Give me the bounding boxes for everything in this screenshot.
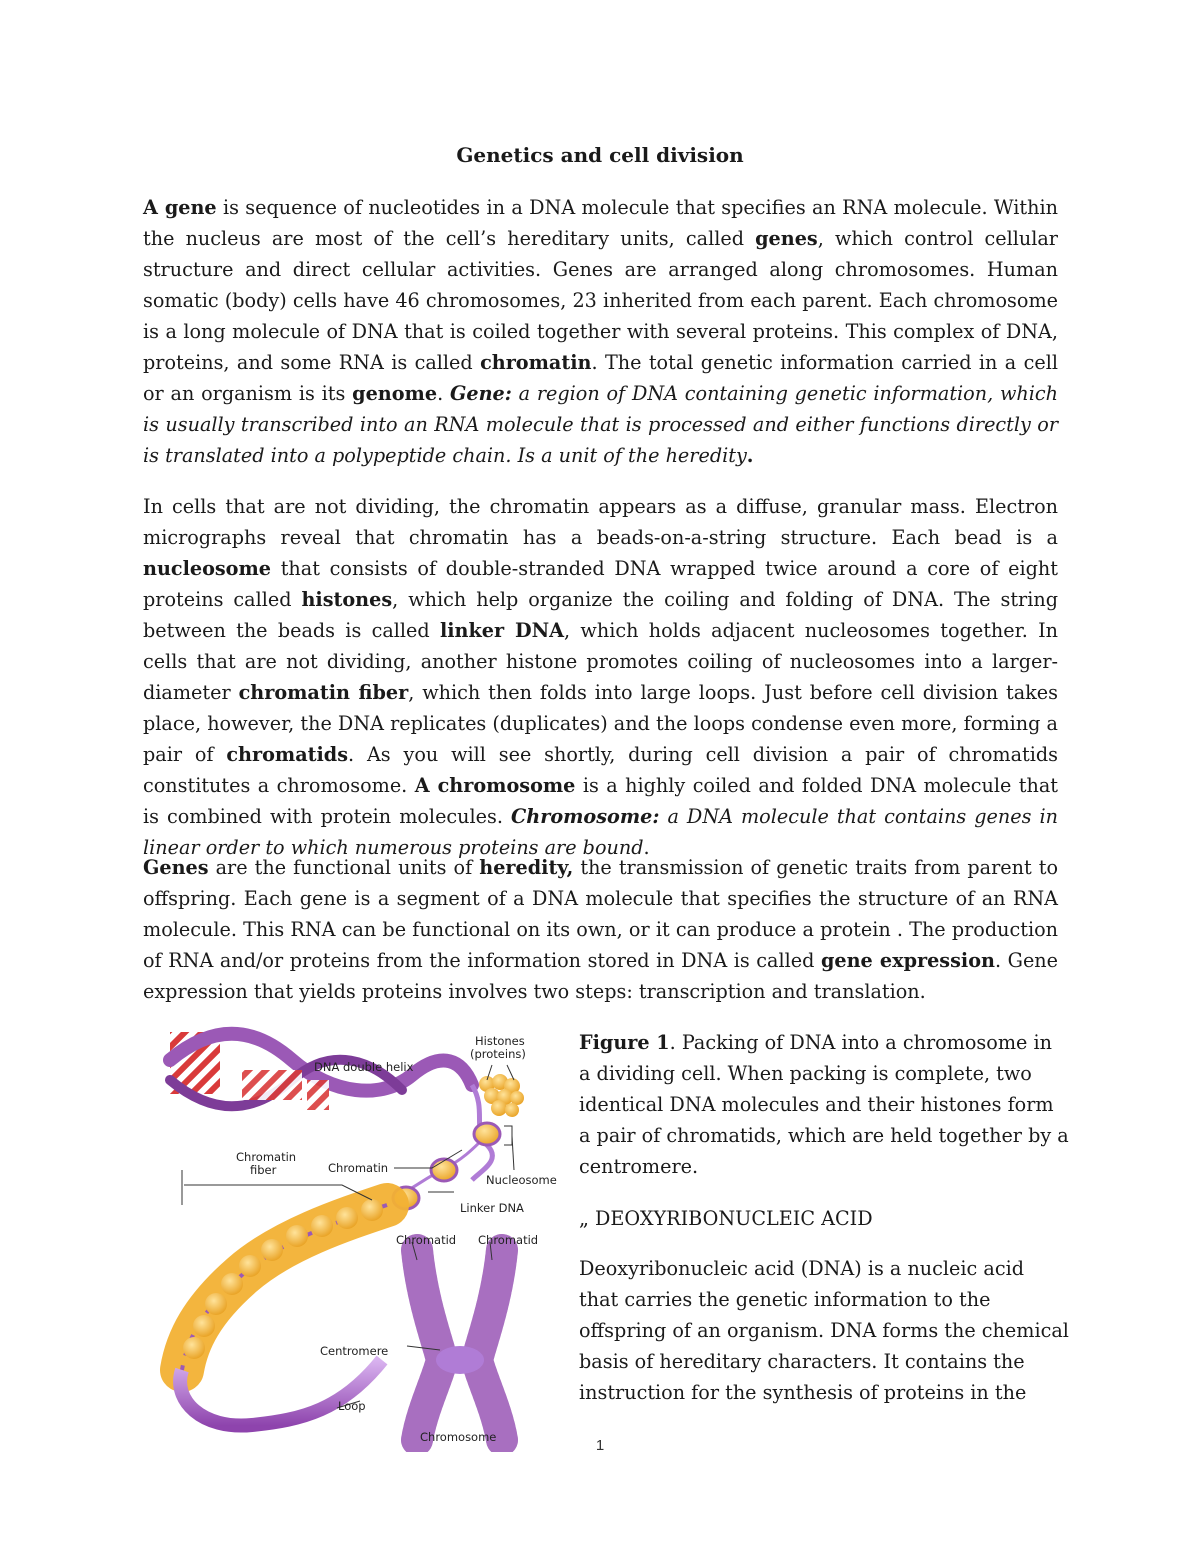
label-chromatin-fiber: Chromatin	[236, 1150, 297, 1164]
paragraph-gene-definition	[143, 192, 1058, 471]
paragraph-text: . As you will see shortly, during cell division a pair of chromatids constitutes a chromosome.	[143, 743, 1058, 797]
label-nucleosome: Nucleosome	[486, 1173, 557, 1187]
caption-label: Figure 1	[579, 1031, 670, 1054]
caption-text: . Packing of DNA into a chromosome in a dividing cell. When packing is complete, two identical DNA molecules and their histones form a pair of chromatids, which are held together by a centromere.	[579, 1031, 1069, 1178]
paragraph-text: , which help organize the coiling and folding of DNA. The string between the beads is called	[143, 588, 1058, 642]
page-number: 1	[595, 1437, 605, 1454]
paragraph-text: the transmission of genetic traits from parent to offspring. Each gene is a segment of a DNA molecule that specifies the structure of an RNA molecule. This RNA can be functional on its own, or it can produce a protein . The production of RNA and/or proteins from the information stored in DNA is called	[143, 856, 1058, 972]
bold-term: A gene	[143, 196, 217, 219]
helix-hatch	[307, 1080, 329, 1110]
chromosome-packing-figure	[142, 1020, 558, 1452]
bold-term: genome	[352, 382, 438, 405]
dna-paragraph: Deoxyribonucleic acid (DNA) is a nucleic acid that carries the genetic information to the offspring of an organism. DNA forms the chemical basis of hereditary characters. It contains the instruction for the synthesis of proteins in the	[579, 1257, 1069, 1404]
bold-term: gene expression	[820, 949, 995, 972]
label-loop: Loop	[338, 1399, 366, 1413]
loop-graphic	[180, 1360, 382, 1426]
paragraph-text: is sequence of nucleotides in a DNA molecule that specifies an RNA molecule. Within the nucleus are most of the cell’s hereditary units, called	[143, 196, 1058, 250]
paragraph-text: . The total genetic information carried in a cell or an organism is its	[143, 351, 1059, 405]
histones-cluster	[479, 1074, 524, 1117]
label-centromere: Centromere	[320, 1344, 389, 1358]
label-chromosome: Chromosome	[420, 1430, 497, 1444]
label-chromatid-right: Chromatid	[478, 1233, 539, 1247]
label-chromatid-left: Chromatid	[396, 1233, 457, 1247]
label-proteins: (proteins)	[470, 1047, 526, 1061]
label-dna-double-helix: DNA double helix	[314, 1060, 414, 1074]
paragraph-text: are the functional units of	[208, 856, 480, 879]
paragraph-text: that consists of double-stranded DNA wrapped twice around a core of eight proteins called	[143, 557, 1058, 611]
section-heading: „ DEOXYRIBONUCLEIC ACID	[579, 1207, 873, 1230]
paragraph-text: is a highly coiled and folded DNA molecule that is combined with protein molecules.	[143, 774, 1058, 828]
paragraph-text: . Gene expression that yields proteins involves two steps: transcription and translation.	[143, 949, 1059, 1003]
definition-term: Chromosome:	[511, 805, 660, 828]
bold-term: Genes	[143, 856, 209, 879]
bold-term: nucleosome	[143, 557, 271, 580]
bold-term: chromatin fiber	[238, 681, 409, 704]
label-linker-dna: Linker DNA	[460, 1201, 524, 1215]
label-fiber: fiber	[250, 1163, 277, 1177]
chromosome-graphic	[417, 1250, 502, 1440]
definition-end: .	[643, 836, 650, 859]
bold-term: A chromosome	[414, 774, 576, 797]
bold-term: linker DNA	[439, 619, 565, 642]
paragraph-text: In cells that are not dividing, the chromatin appears as a diffuse, granular mass. Electron micrographs reveal that chromatin has a beads-on-a-string structure. Each bead is a	[143, 495, 1058, 549]
bold-term: histones	[301, 588, 393, 611]
helix-hatch	[242, 1070, 302, 1100]
nucleosome-string	[392, 1123, 500, 1209]
definition-term: Gene:	[449, 382, 512, 405]
definition-text: a region of DNA containing genetic information, which is usually transcribed into an RNA molecule that is processed and either functions directly or is translated into a polypeptide chain. Is a unit of the heredity	[143, 382, 1059, 467]
paragraph-text: , which control cellular structure and direct cellular activities. Genes are arranged along chromosomes. Human somatic (body) cells have 46 chromosomes, 23 inherited from each parent. Each chromosome is a long molecule of DNA that is coiled together with several proteins. This complex of DNA, proteins, and some RNA is called	[143, 227, 1058, 374]
label-chromatin: Chromatin	[328, 1161, 389, 1175]
figure-caption	[579, 1027, 1069, 1182]
bold-term: genes	[755, 227, 818, 250]
definition-end: .	[746, 444, 754, 467]
page-title: Genetics and cell division	[456, 143, 744, 167]
definition-text: a DNA molecule that contains genes in linear order to which numerous proteins are bound	[143, 805, 1058, 859]
paragraph-text: .	[437, 382, 450, 405]
label-histones: Histones	[475, 1034, 525, 1048]
figure-illustration	[142, 1020, 558, 1452]
bold-term: chromatin	[480, 351, 592, 374]
paragraph-text: , which holds adjacent nucleosomes together. In cells that are not dividing, another histone promotes coiling of nucleosomes into a larger-diameter	[143, 619, 1059, 704]
bold-term: chromatids	[226, 743, 349, 766]
paragraph-text: , which then folds into large loops. Just before cell division takes place, however, the DNA replicates (duplicates) and the loops condense even more, forming a pair of	[143, 681, 1059, 766]
paragraph-genes-heredity	[143, 852, 1058, 1007]
paragraph-chromatin	[143, 491, 1058, 863]
bold-term: heredity,	[479, 856, 574, 879]
